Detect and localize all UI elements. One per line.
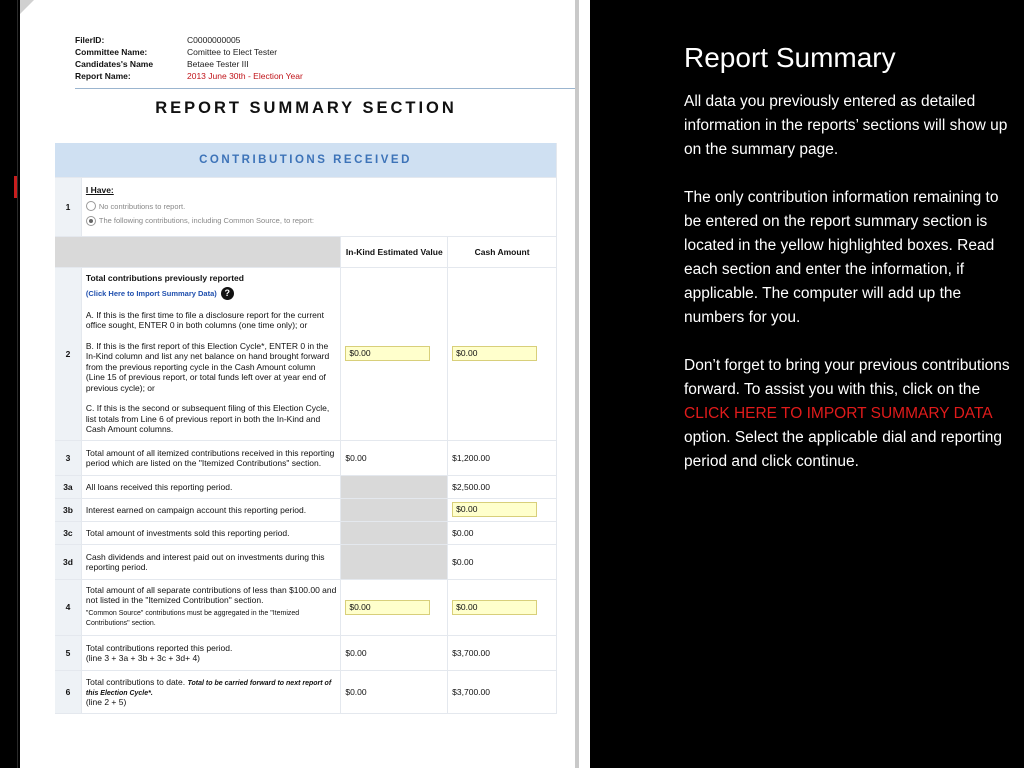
table-row-4 xyxy=(55,579,557,635)
line-4-note: "Common Source" contributions must be aggregated in the "Itemized Contributions" section. xyxy=(85,609,300,627)
table-row-3b xyxy=(55,498,557,521)
candidate-name-label: Candidates's Name xyxy=(75,59,154,69)
table-row-2 xyxy=(55,268,557,441)
instruction-b: B. If this is the first report of this Election Cycle*, ENTER 0 in the In-Kind column and list any net balance on hand brought forward from the previous reporting cycle in the Cash Amount column (Line 15 of previous report, or total funds left over at year end of previous cycle); or xyxy=(85,340,330,393)
table-row-3 xyxy=(55,440,557,475)
red-marker xyxy=(14,176,17,198)
line-4-desc: Total amount of all separate contributions of less than $100.00 and not listed in the "Itemized Contribution" section. xyxy=(85,584,337,605)
cash-cell: $1,200.00 xyxy=(448,440,557,475)
inkind-cell xyxy=(341,544,448,579)
inkind-cell: $0.00 xyxy=(341,440,448,475)
line-number: 1 xyxy=(55,178,81,237)
table-row-3c xyxy=(55,521,557,544)
header-divider xyxy=(75,88,577,89)
table-row-5 xyxy=(55,635,557,670)
line-number: 2 xyxy=(55,268,81,441)
filer-id-label: FilerID: xyxy=(75,35,105,45)
instruction-a: A. If this is the first time to file a disclosure report for the current office sought, ENTER 0 in both columns (one time only); or xyxy=(85,309,324,330)
report-name-value: 2013 June 30th - Election Year xyxy=(187,71,303,81)
candidate-name-value: Betaee Tester III xyxy=(187,59,249,69)
inkind-input-line-4[interactable]: $0.00 xyxy=(345,600,430,615)
line-6-note: Total to be carried forward to next report of this Election Cycle*. xyxy=(85,679,332,697)
cash-input-line-4[interactable]: $0.00 xyxy=(452,600,537,615)
inkind-header: In-Kind Estimated Value xyxy=(341,237,448,268)
cash-input-line-2[interactable]: $0.00 xyxy=(452,346,537,361)
radio-no-contributions[interactable]: No contributions to report. xyxy=(86,201,552,213)
line-5-desc: Total contributions reported this period. xyxy=(85,642,233,653)
inkind-cell xyxy=(341,521,448,544)
inkind-input-line-2[interactable]: $0.00 xyxy=(345,346,430,361)
radio-button-selected[interactable] xyxy=(86,216,96,226)
line-6-formula: (line 2 + 5) xyxy=(85,696,127,707)
inkind-cell xyxy=(341,498,448,521)
line-number: 3b xyxy=(55,498,81,521)
contributions-band xyxy=(55,143,557,178)
cash-input-line-3b[interactable]: $0.00 xyxy=(452,502,537,517)
line-number: 3 xyxy=(55,440,81,475)
cash-cell: $0.00 xyxy=(448,544,557,579)
column-header-row xyxy=(55,237,557,268)
import-summary-callout: CLICK HERE TO IMPORT SUMMARY DATA xyxy=(684,405,992,422)
table-row-3d xyxy=(55,544,557,579)
slide-left-border xyxy=(17,0,18,768)
cash-cell: $0.00 xyxy=(448,521,557,544)
import-summary-link[interactable]: (Click Here to Import Summary Data) xyxy=(85,288,217,298)
line-number: 5 xyxy=(55,635,81,670)
summary-table xyxy=(55,143,557,714)
dynamic-rows xyxy=(55,440,557,579)
line-number: 6 xyxy=(55,670,81,713)
page-corner xyxy=(20,0,34,14)
section-title: REPORT SUMMARY SECTION xyxy=(155,99,457,117)
instruction-panel xyxy=(684,42,1014,498)
radio-following-contributions[interactable]: The following contributions, including Common Source, to report: xyxy=(86,215,552,227)
radio-button[interactable] xyxy=(86,201,96,211)
panel-title: Report Summary xyxy=(684,42,896,73)
panel-paragraph-1: All data you previously entered as detailed information in the reports’ sections will show up on the summary page. xyxy=(684,93,1008,158)
inkind-line-6: $0.00 xyxy=(341,670,448,713)
cash-line-6: $3,700.00 xyxy=(448,670,557,713)
line-desc: All loans received this reporting period. xyxy=(81,475,340,498)
cash-cell: $2,500.00 xyxy=(448,475,557,498)
instruction-c: C. If this is the second or subsequent filing of this Election Cycle, list totals from Line 6 of previous report in both the In-Kind and Cash Amount columns. xyxy=(85,403,330,434)
line-number: 3d xyxy=(55,544,81,579)
panel-paragraph-3: Don’t forget to bring your previous contributions forward. To assist you with this, click on the CLICK HERE TO IMPORT SUMMARY DATA option. Select the applicable dial and reporting period and click continue. xyxy=(684,357,1010,470)
filer-info xyxy=(75,34,303,82)
table-row-6 xyxy=(55,670,557,713)
document-scroll-edge xyxy=(575,0,579,768)
panel-paragraph-2: The only contribution information remaining to be entered on the report summary section is located in the yellow highlighted boxes. Read each section and enter the information, if applicable. The computer will add up the numbers for you. xyxy=(684,189,999,326)
filer-id-value: C0000000005 xyxy=(187,35,241,45)
cash-line-5: $3,700.00 xyxy=(448,635,557,670)
i-have-label: I Have: xyxy=(85,184,114,195)
line-number: 3a xyxy=(55,475,81,498)
line-desc: Total amount of investments sold this reporting period. xyxy=(81,521,340,544)
table-row-1 xyxy=(55,178,557,237)
line-desc: Total amount of all itemized contributions received in this reporting period which are listed on the "Itemized Contributions" section. xyxy=(81,440,340,475)
prev-reported-title: Total contributions previously reported xyxy=(85,273,244,283)
help-icon[interactable]: ? xyxy=(221,287,234,300)
committee-name-label: Committee Name: xyxy=(75,47,148,57)
cash-header: Cash Amount xyxy=(448,237,557,268)
line-6-desc: Total contributions to date. xyxy=(85,676,186,687)
contributions-band-label: CONTRIBUTIONS RECEIVED xyxy=(55,143,557,178)
committee-name-value: Comittee to Elect Tester xyxy=(187,47,278,57)
line-number: 4 xyxy=(55,579,81,635)
line-number: 3c xyxy=(55,521,81,544)
table-row-3a xyxy=(55,475,557,498)
inkind-cell xyxy=(341,475,448,498)
line-5-formula: (line 3 + 3a + 3b + 3c + 3d+ 4) xyxy=(85,652,201,663)
line-desc: Interest earned on campaign account this reporting period. xyxy=(81,498,340,521)
inkind-line-5: $0.00 xyxy=(341,635,448,670)
report-name-label: Report Name: xyxy=(75,71,131,81)
line-desc: Cash dividends and interest paid out on investments during this reporting period. xyxy=(81,544,340,579)
